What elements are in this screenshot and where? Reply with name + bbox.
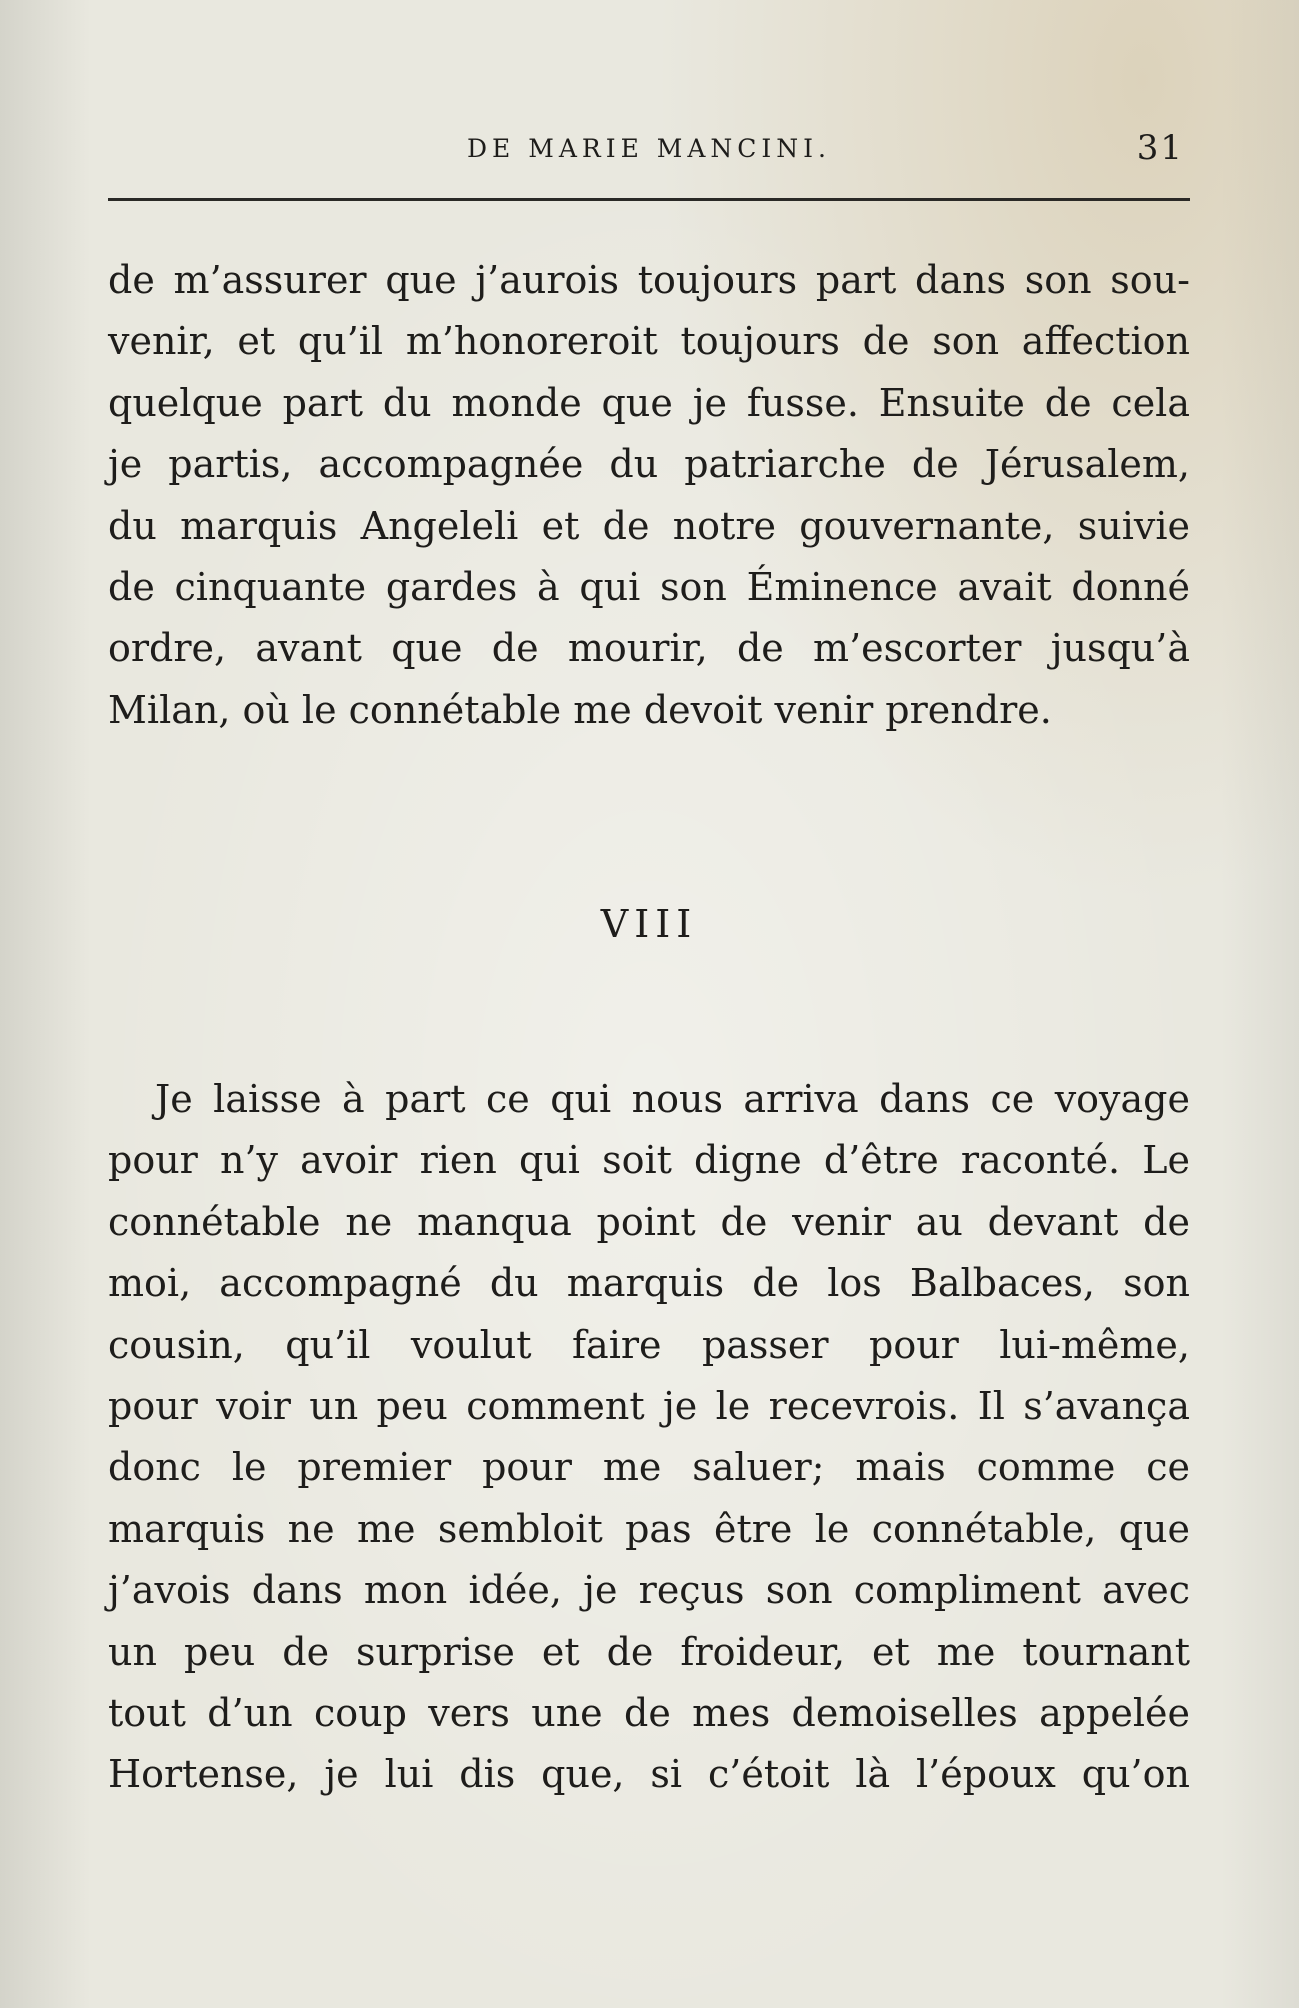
header-rule <box>108 198 1190 201</box>
text-line: cousin, qu’il voulut faire passer pour lui-même, <box>108 1322 1190 1367</box>
text-line: je partis, accompagnée du patriarche de Jérusalem, <box>108 442 1190 487</box>
text-line: tout d’un coup vers une de mes demoiselles appelée <box>108 1690 1190 1735</box>
text-line: Je laisse à part ce qui nous arriva dans ce voyage <box>155 1077 1190 1121</box>
text-line: connétable ne manqua point de venir au devant de <box>108 1199 1190 1244</box>
book-page <box>108 0 1190 2008</box>
paragraph-continued <box>108 250 1190 741</box>
running-title: DE MARIE MANCINI. <box>466 134 832 163</box>
text-line: venir, et qu’il m’honoreroit toujours de son affection <box>108 319 1190 364</box>
paragraph <box>108 1069 1190 1806</box>
text-line: ordre, avant que de mourir, de m’escorter jusqu’à <box>108 626 1190 671</box>
text-line: quelque part du monde que je fusse. Ensuite de cela <box>108 380 1190 425</box>
text-line: marquis ne me sembloit pas être le connétable, que <box>108 1506 1190 1551</box>
text-line: de cinquante gardes à qui son Éminence avait donné <box>108 564 1190 609</box>
text-line: pour n’y avoir rien qui soit digne d’être raconté. Le <box>108 1138 1190 1183</box>
text-line: un peu de surprise et de froideur, et me tournant <box>108 1629 1190 1674</box>
page-number: 31 <box>1136 128 1184 168</box>
text-line: Milan, où le connétable me devoit venir prendre. <box>108 687 1052 732</box>
text-line: Hortense, je lui dis que, si c’étoit là l’époux qu’on <box>108 1752 1190 1797</box>
text-line: du marquis Angeleli et de notre gouvernante, suivie <box>108 503 1190 548</box>
section-heading: VIII <box>600 902 698 946</box>
text-line: donc le premier pour me saluer; mais comme ce <box>108 1445 1190 1490</box>
text-line: de m’assurer que j’aurois toujours part dans son sou- <box>108 258 1190 302</box>
text-line: j’avois dans mon idée, je reçus son compliment avec <box>108 1568 1190 1613</box>
text-line: moi, accompagné du marquis de los Balbaces, son <box>108 1261 1190 1306</box>
running-head <box>108 128 1190 178</box>
text-line: pour voir un peu comment je le recevrois. Il s’avança <box>108 1383 1190 1428</box>
